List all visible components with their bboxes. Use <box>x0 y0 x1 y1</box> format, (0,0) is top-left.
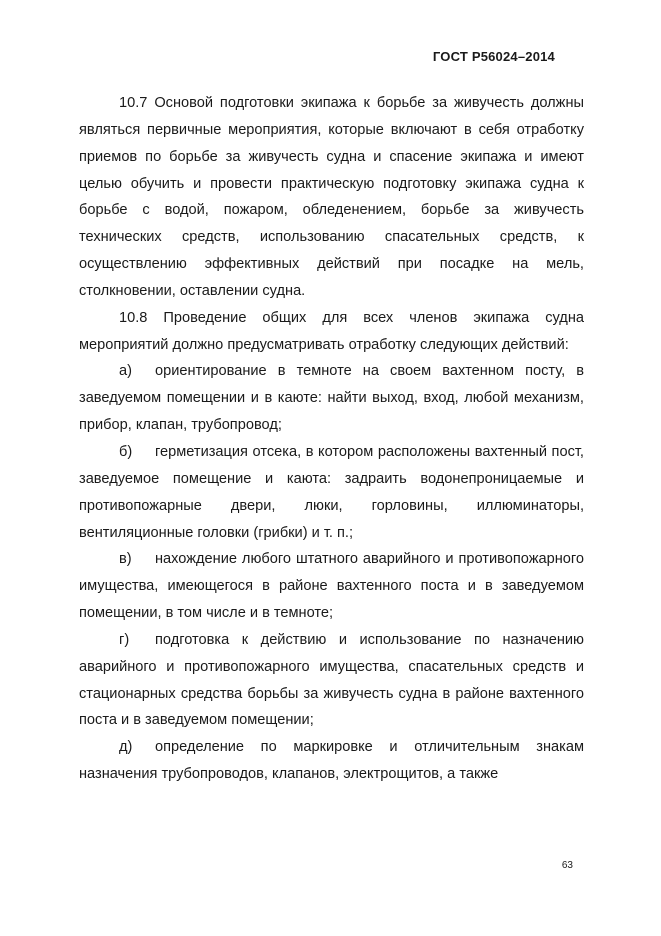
document-header: ГОСТ Р56024–2014 <box>432 49 555 64</box>
list-item-text: определение по маркировке и отличительным знакам назначения трубопроводов, клапанов, электрощитов, а также <box>79 739 584 783</box>
list-item-text: ориентирование в темноте на своем вахтенном посту, в заведуемом помещении и в каюте: найти выход, вход, любой механизм, прибор, клапан, трубопровод; <box>79 363 584 434</box>
list-item-text: герметизация отсека, в котором расположены вахтенный пост, заведуемое помещение и каюта: задраить водонепроницаемые и противопожарные двери, люки, горловины, иллюминаторы, вентиляционные головки (грибки) и т. п.; <box>79 443 584 541</box>
paragraph-10-8: 10.8 Проведение общих для всех членов экипажа судна мероприятий должно предусматривать отработку следующих действий: <box>79 309 584 353</box>
list-item-a <box>79 358 584 439</box>
list-item-label: г) <box>119 631 130 648</box>
list-item-text: нахождение любого штатного аварийного и противопожарного имущества, имеющегося в районе вахтенного поста и в заведуемом помещении, в том числе и в темноте; <box>79 551 584 622</box>
list-item-v <box>79 546 584 627</box>
page-number: 63 <box>561 860 573 871</box>
list-item-label: в) <box>119 551 132 568</box>
list-item-b <box>79 439 584 546</box>
paragraph-10-7: 10.7 Основой подготовки экипажа к борьбе за живучесть должны являться первичные мероприятия, которые включают в себя отработку приемов по борьбе за живучесть судна и спасение экипажа и имеют целью обучить и провести практическую подготовку экипажа судна к борьбе с водой, пожаром, обледенением, борьбе за живучесть технических средств, использованию спасательных средств, к осуществлению эффективных действий при посадке на мель, столкновении, оставлении судна. <box>79 95 584 299</box>
body-text <box>79 90 584 788</box>
list-item-text: подготовка к действию и использование по назначению аварийного и противопожарного имущества, спасательных средств и стационарных средства борьбы за живучесть судна в районе вахтенного поста и в заведуемом помещении; <box>79 631 584 729</box>
list-item-label: д) <box>119 739 133 756</box>
list-item-label: а) <box>119 363 132 380</box>
list-item-g <box>79 627 584 734</box>
list-item-label: б) <box>119 443 133 460</box>
list-item-d <box>79 734 584 788</box>
